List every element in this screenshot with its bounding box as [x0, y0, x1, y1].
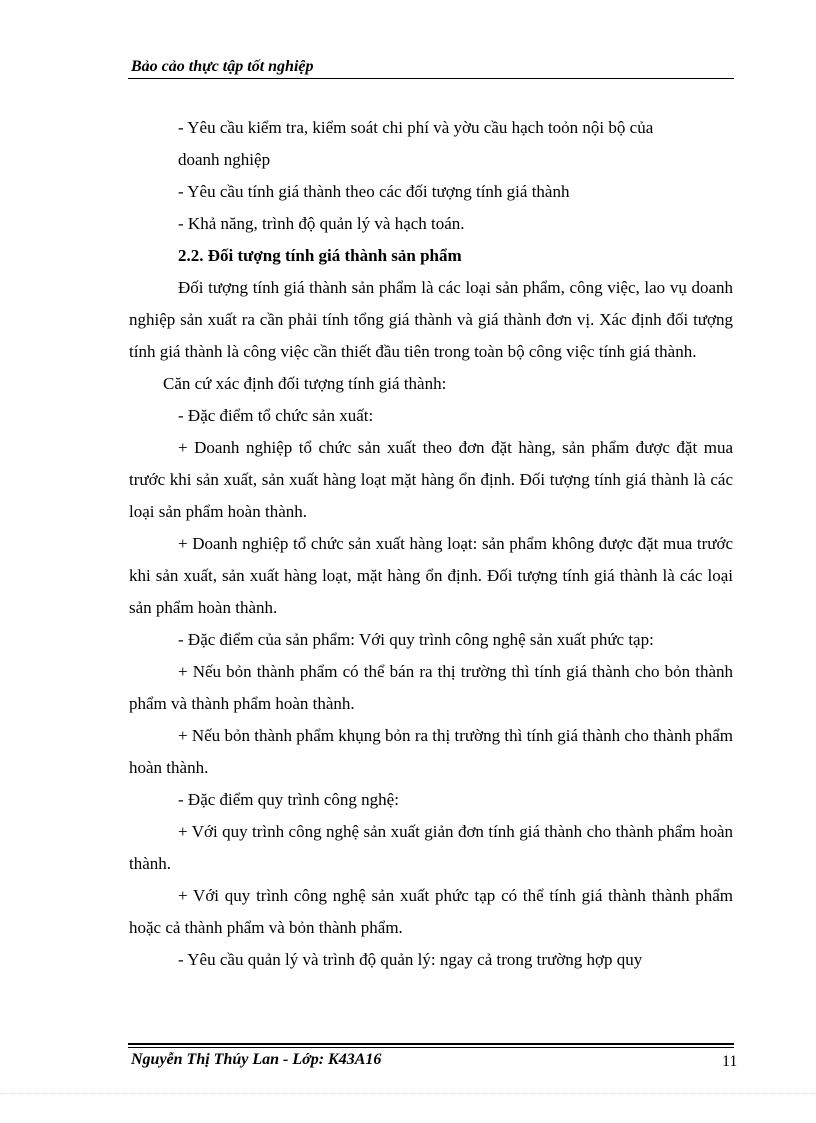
paragraph: - Đặc điểm quy trình công nghệ:	[178, 790, 399, 809]
body-text	[129, 112, 733, 976]
paragraph: Đối tượng tính giá thành sản phẩm là các loại sản phẩm, công việc, lao vụ doanh nghiệp sản xuất ra cần phải tính tổng giá thành và giá thành đơn vị. Xác định đối tượng tính giá thành là công việc cần thiết đầu tiên trong toàn bộ công việc tính giá thành.	[129, 278, 733, 361]
paragraph: - Đặc điểm tổ chức sản xuất:	[178, 406, 374, 425]
report-header-title: Bảo cảo thực tập tốt nghiệp	[131, 58, 314, 75]
paragraph: + Với quy trình công nghệ sản xuất phức tạp có thể tính giá thành thành phẩm hoặc cả thành phẩm và bỏn thành phẩm.	[129, 886, 733, 937]
paragraph: + Doanh nghiệp tổ chức sản xuất theo đơn đặt hàng, sản phẩm được đặt mua trước khi sản xuất, sản xuất hàng loạt mặt hàng ổn định. Đối tượng tính giá thành là các loại sản phẩm hoàn thành.	[129, 438, 733, 521]
paragraph: - Yêu cầu quản lý và trình độ quản lý: ngay cả trong trường hợp quy	[178, 950, 643, 969]
footer-rule	[128, 1043, 734, 1045]
section-heading: 2.2. Đối tượng tính giá thành sản phẩm	[178, 246, 462, 265]
header-rule	[128, 78, 734, 79]
footer-author: Nguyễn Thị Thúy Lan - Lớp: K43A16	[131, 1051, 382, 1068]
footer-rule-thin	[128, 1047, 734, 1048]
paragraph: + Với quy trình công nghệ sản xuất giản đơn tính giá thành cho thành phẩm hoàn thành.	[129, 822, 733, 873]
paragraph: Căn cứ xác định đối tượng tính giá thành:	[163, 374, 447, 393]
paragraph: + Nếu bỏn thành phẩm có thể bán ra thị trường thì tính giá thành cho bỏn thành phẩm và thành phẩm hoàn thành.	[129, 662, 733, 713]
paragraph: - Yêu cầu kiểm tra, kiểm soát chi phí và yờu cầu hạch toỏn nội bộ của	[178, 118, 654, 137]
paragraph: doanh nghiệp	[178, 150, 271, 169]
page-number: 11	[722, 1053, 738, 1070]
paragraph: - Đặc điểm của sản phẩm: Với quy trình công nghệ sản xuất phức tạp:	[178, 630, 654, 649]
page-bottom-divider	[0, 1093, 816, 1094]
paragraph: + Doanh nghiệp tổ chức sản xuất hàng loạt: sản phẩm không được đặt mua trước khi sản xuất, sản xuất hàng loạt, mặt hàng ổn định. Đối tượng tính giá thành là các loại sản phẩm hoàn thành.	[129, 534, 733, 617]
paragraph: - Khả năng, trình độ quản lý và hạch toán.	[178, 214, 465, 233]
paragraph: + Nếu bỏn thành phẩm khụng bỏn ra thị trường thì tính giá thành cho thành phẩm hoàn thành.	[129, 726, 733, 777]
paragraph: - Yêu cầu tính giá thành theo các đối tượng tính giá thành	[178, 182, 570, 201]
